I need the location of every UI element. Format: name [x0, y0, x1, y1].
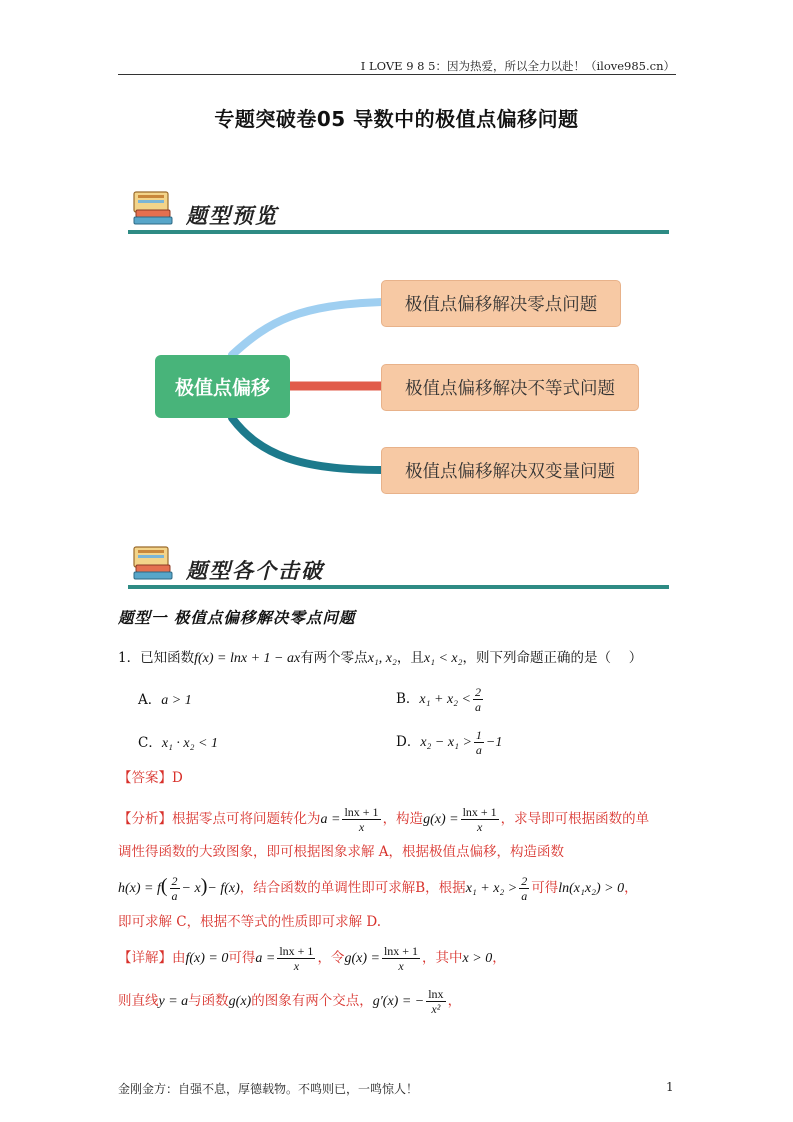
analysis-line-1: 【分析】根据零点可将问题转化为a = $\frac{\ln x + 1}{x}$ ，构造g(x) = $\frac{\ln x + 1}{x}$ ，求导即可根据函数的单: [118, 805, 650, 834]
mindmap-connector-1: [232, 302, 382, 355]
mindmap-node-zero-point: 极值点偏移解决零点问题: [381, 280, 621, 327]
page-footer: 金刚金方：自强不息，厚德载物。不鸣则已，一鸣惊人！: [118, 1082, 419, 1096]
option-a: A．a > 1: [138, 692, 192, 708]
document-title: 专题突破卷05 导数中的极值点偏移问题: [214, 107, 579, 131]
mindmap-node-inequality: 极值点偏移解决不等式问题: [381, 364, 639, 411]
page-header: I LOVE 9 8 5：因为热爱，所以全力以赴！（ilove985.cn）: [360, 59, 675, 73]
detail-line-2: 则直线y = a与函数g(x)的图象有两个交点，g′(x) = − $\frac{\ln x}{\text{x²}}$ ，: [118, 987, 462, 1016]
question-stem: 1．已知函数f(x) = lnx + 1 − ax有两个零点x₁, x₂，且x₁ < x₂，则下列命题正确的是（ ）: [118, 650, 643, 666]
analysis-line-4: 即可求解 C，根据不等式的性质即可求解 D.: [118, 914, 382, 930]
section-rule-breakthrough: [128, 585, 669, 589]
problem-type-heading: 题型一 极值点偏移解决零点问题: [118, 608, 356, 627]
mindmap-root: 极值点偏移: [155, 355, 290, 418]
page-number: 1: [666, 1080, 674, 1094]
mindmap-connector-3: [232, 418, 382, 470]
option-d: D．x₂ − x₁ > $\frac{1}{a}$ −1: [396, 728, 503, 757]
detail-line-1: 【详解】由f(x) = 0可得a = $\frac{\ln x + 1}{x}$ ，令g(x) = $\frac{\ln x + 1}{x}$ ，其中x > 0，: [118, 944, 506, 973]
function-expr: f(x) = lnx + 1 − ax: [194, 651, 301, 666]
option-b: B．x₁ + x₂ < $\frac{2}{a}$: [396, 685, 481, 714]
books-icon: [132, 545, 178, 581]
analysis-line-2: 调性得函数的大致图象，即可根据图象求解 A，根据极值点偏移，构造函数: [118, 844, 565, 860]
section-title-breakthrough: 题型各个击破: [186, 558, 324, 583]
section-title-preview: 题型预览: [186, 203, 278, 228]
mindmap-node-two-variable: 极值点偏移解决双变量问题: [381, 447, 639, 494]
analysis-line-3: h(x) = f( $\frac{2}{a}$ − x)− f(x)，结合函数的单调性即可求解B，根据x₁ + x₂ > $\frac{2}{a}$ 可得ln(x₁x₂) > 0，: [118, 874, 638, 903]
option-c: C．x₁ · x₂ < 1: [138, 735, 218, 751]
answer-line: 【答案】D: [118, 770, 183, 786]
